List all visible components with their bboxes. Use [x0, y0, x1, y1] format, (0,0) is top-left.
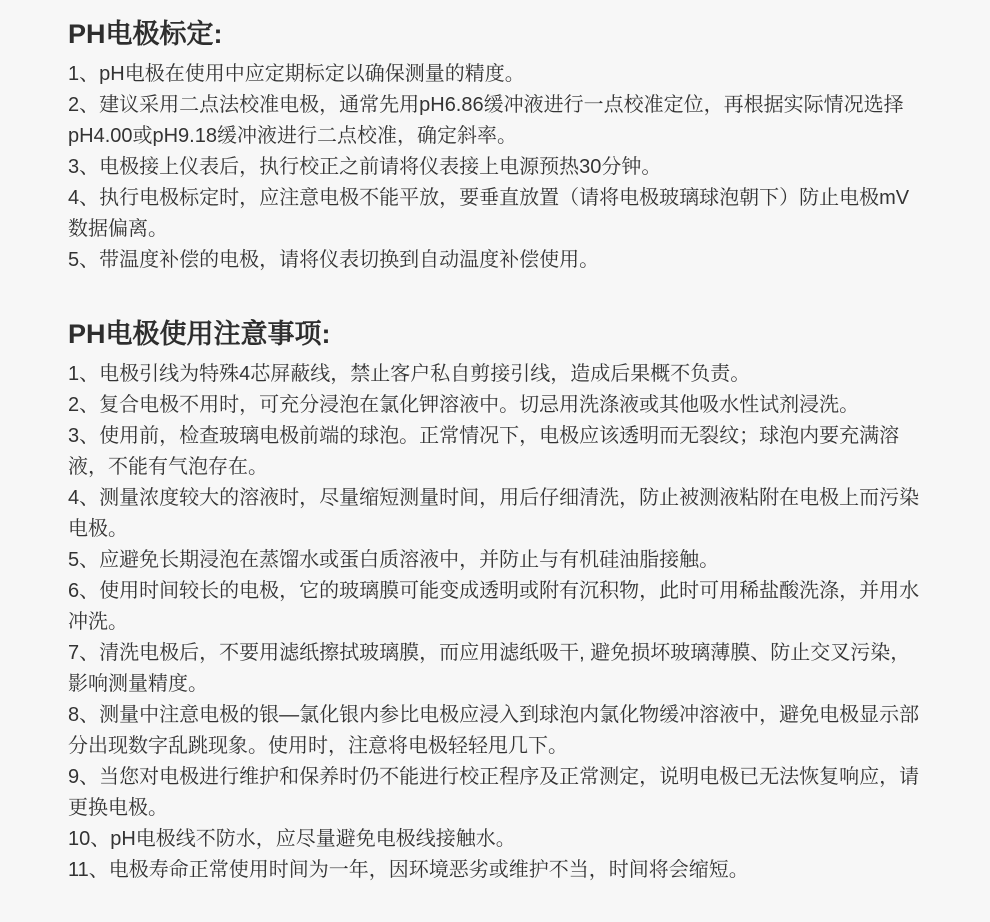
list-item: 3、使用前，检查玻璃电极前端的球泡。正常情况下，电极应该透明而无裂纹；球泡内要充满溶液，不能有气泡存在。: [68, 425, 900, 478]
list-item: 2、复合电极不用时，可充分浸泡在氯化钾溶液中。切忌用洗涤液或其他吸水性试剂浸洗。: [68, 394, 860, 416]
list-item: 5、带温度补偿的电极，请将仪表切换到自动温度补偿使用。: [68, 249, 600, 271]
precautions-section-title: PH电极使用注意事项:: [68, 319, 331, 349]
precautions-section: [68, 316, 928, 886]
list-item: 3、电极接上仪表后，执行校正之前请将仪表接上电源预热30分钟。: [68, 156, 662, 178]
list-item: 8、测量中注意电极的银—氯化银内参比电极应浸入到球泡内氯化物缓冲溶液中，避免电极显示部分出现数字乱跳现象。使用时，注意将电极轻轻甩几下。: [68, 704, 920, 757]
list-item: 1、电极引线为特殊4芯屏蔽线，禁止客户私自剪接引线，造成后果概不负责。: [68, 363, 751, 385]
list-item: 7、清洗电极后，不要用滤纸擦拭玻璃膜，而应用滤纸吸干, 避免损坏玻璃薄膜、防止交叉污染，影响测量精度。: [68, 642, 911, 695]
list-item: 5、应避免长期浸泡在蒸馏水或蛋白质溶液中，并防止与有机硅油脂接触。: [68, 549, 720, 571]
list-item: 9、当您对电极进行维护和保养时仍不能进行校正程序及正常测定，说明电极已无法恢复响应，请更换电极。: [68, 766, 920, 819]
list-item: 6、使用时间较长的电极，它的玻璃膜可能变成透明或附有沉积物，此时可用稀盐酸洗涤，并用水冲洗。: [68, 580, 920, 633]
list-item: 4、执行电极标定时，应注意电极不能平放，要垂直放置（请将电极玻璃球泡朝下）防止电极mV数据偏离。: [68, 187, 910, 240]
list-item: 1、pH电极在使用中应定期标定以确保测量的精度。: [68, 63, 525, 85]
calibration-section-title: PH电极标定:: [68, 19, 223, 49]
list-item: 11、电极寿命正常使用时间为一年，因环境恶劣或维护不当，时间将会缩短。: [68, 859, 749, 881]
list-item: 2、建议采用二点法校准电极，通常先用pH6.86缓冲液进行一点校准定位，再根据实际情况选择pH4.00或pH9.18缓冲液进行二点校准，确定斜率。: [68, 94, 904, 147]
calibration-section: [68, 16, 928, 276]
list-item: 10、pH电极线不防水，应尽量避免电极线接触水。: [68, 828, 516, 850]
list-item: 4、测量浓度较大的溶液时，尽量缩短测量时间，用后仔细清洗，防止被测液粘附在电极上而污染电极。: [68, 487, 920, 540]
